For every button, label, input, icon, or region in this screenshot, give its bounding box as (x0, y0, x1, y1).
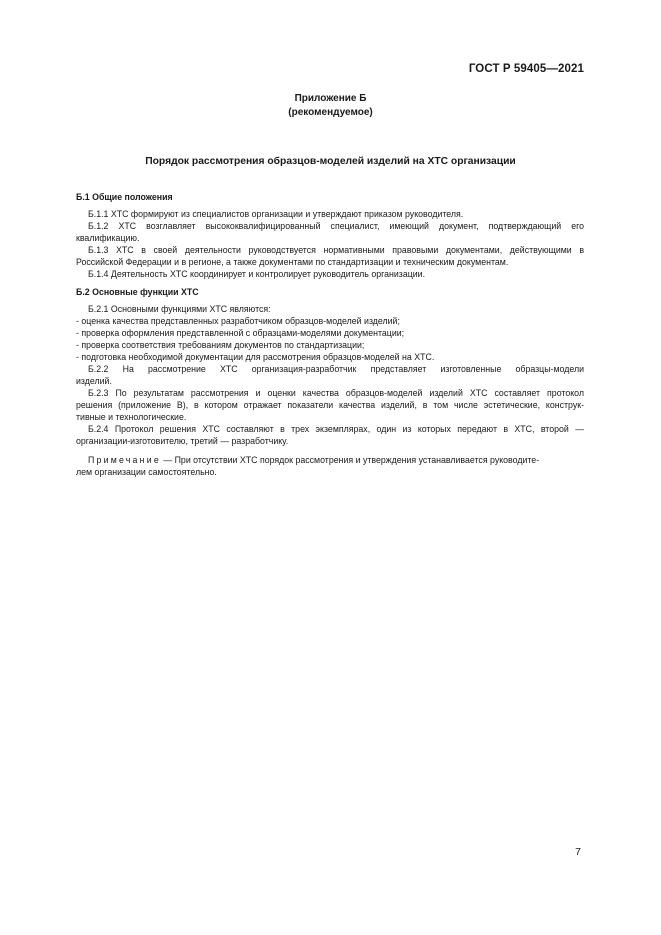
document-code: ГОСТ Р 59405—2021 (468, 63, 584, 75)
paragraph-b2-4-cont: организации-изготовителю, третий — разработчику. (76, 436, 289, 446)
annex-title: Приложение Б (294, 93, 367, 104)
annex-subtitle: (рекомендуемое) (288, 107, 373, 118)
paragraph-b2-1: Б.2.1 Основными функциями ХТС являются: (88, 304, 271, 314)
paragraph-b2-3: Б.2.3 По результатам рассмотрения и оценки качества образцов-моделей изделий ХТС составляет протокол (88, 388, 584, 398)
page-title: Порядок рассмотрения образцов-моделей изделий на ХТС организации (145, 156, 516, 167)
paragraph-b2-3-end: тивные и технологические. (76, 412, 187, 422)
paragraph-b1-2-cont: квалификацию. (76, 233, 140, 243)
paragraph-b1-2: Б.1.2 ХТС возглавляет высококвалифицированный специалист, имеющий документ, подтверждающий его (88, 221, 584, 231)
annex-heading (0, 92, 661, 120)
paragraph-b1-3: Б.1.3 ХТС в своей деятельности руководствуется нормативными правовыми документами, действующими в (88, 245, 584, 255)
note (76, 454, 584, 478)
section-heading-b1: Б.1 Общие положения (76, 192, 173, 202)
page-number: 7 (575, 846, 581, 858)
list-item: - проверка соответствия требованиям документов по стандартизации; (76, 340, 365, 350)
document-body (76, 191, 584, 478)
paragraph-b2-3-cont: решения (приложение В), в котором отражает показатели качества изделий, в том числе эстетические, конструк- (76, 400, 584, 410)
list-item: - подготовка необходимой документации для рассмотрения образцов-моделей на ХТС. (76, 352, 435, 362)
note-text-cont: лем организации самостоятельно. (76, 467, 217, 477)
section-heading-b2: Б.2 Основные функции ХТС (76, 287, 199, 297)
paragraph-b2-2: Б.2.2 На рассмотрение ХТС организация-разработчик представляет изготовленные образцы-модели (88, 364, 584, 374)
paragraph-b2-2-cont: изделий. (76, 376, 112, 386)
list-item: - оценка качества представленных разработчиком образцов-моделей изделий; (76, 316, 400, 326)
paragraph-b1-3-cont: Российской Федерации и в регионе, а также документами по стандартизации и техническим документам. (76, 257, 509, 267)
paragraph-b1-1: Б.1.1 ХТС формируют из специалистов организации и утверждают приказом руководителя. (88, 209, 464, 219)
paragraph-b1-4: Б.1.4 Деятельность ХТС координирует и контролирует руководитель организации. (88, 269, 426, 279)
paragraph-b2-4: Б.2.4 Протокол решения ХТС составляют в трех экземплярах, один из которых передают в ХТС, второй — (88, 424, 584, 434)
list-item: - проверка оформления представленной с образцами-моделями документации; (76, 328, 405, 338)
note-label: Примечание (88, 455, 161, 465)
note-text: — При отсутствии ХТС порядок рассмотрения и утверждения устанавливается руководите- (160, 455, 540, 465)
